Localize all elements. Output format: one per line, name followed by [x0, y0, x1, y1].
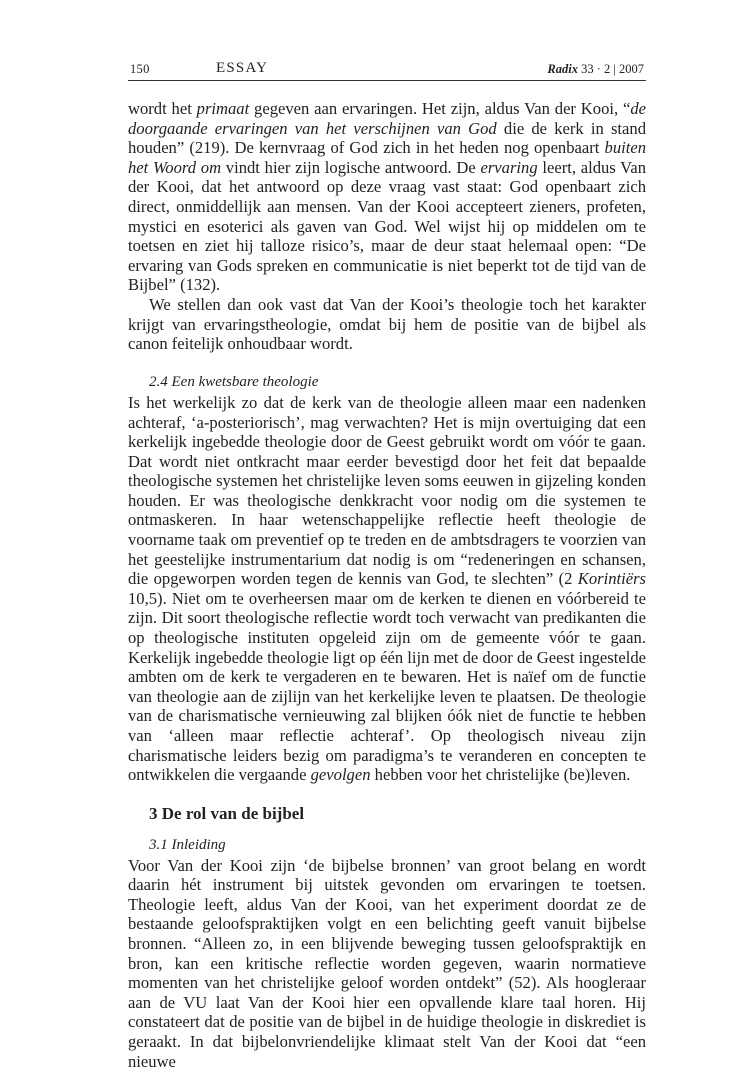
paragraph-3: Is het werkelijk zo dat de kerk van de theologie alleen maar een nadenken achteraf, ‘a-posteriorisch’, mag verwachten? Het is mijn overtuiging dat een kerkelijk ingebedde theologie door de Geest gebruikt wordt om vóór te gaan. Dat wordt niet ontkracht maar eerder bevestigd door het feit dat bepaalde theologische systemen het christelijke leven soms eeuwen in gijzeling konden houden. Er was theologische denkkracht voor nodig om die systemen te ontmaskeren. In haar wetenschappelijke reflectie heeft theologie de voorname taak om preventief op te treden en de ambtsdragers te voorzien van het geestelijke instrumentarium dat nodig is om “redeneringen en schansen, die opgeworpen worden tegen de kennis van God, te slechten” (2 Korintiërs 10,5). Niet om te overheersen maar om de kerken te dienen en vóórbereid te zijn. Dit soort theologische reflectie wordt toch verwacht van predikanten die op theologische instituten opgeleid zijn om de gemeente vóór te gaan. Kerkelijk ingebedde theologie ligt op één lijn met de door de Geest ingestelde ambten om de kerk te vergaderen en te bewaren. Het is naïef om de functie van theologie aan de zijlijn van het kerkelijke leven te plaatsen. De theologie van de charismatische vernieuwing zal blijken óók niet de functie te hebben van ‘alleen maar reflectie achteraf’. Op theologisch niveau zijn charismatische leiders bezig om paradigma’s te veranderen en concepten te ontwikkelen die vergaande gevolgen hebben voor het christelijke (be)leven.: [128, 392, 646, 785]
journal-reference: [547, 62, 644, 77]
paragraph-4: Voor Van der Kooi zijn ‘de bijbelse bronnen’ van groot belang en wordt daarin hét instrument bij uitstek gevonden om ervaringen te toetsen. Theologie leeft, aldus Van der Kooi, van het experiment doordat ze de bestaande geloofspraktijken volgt en een belichting geeft vanuit bijbelse bronnen. “Alleen zo, in een blijvende beweging tussen geloofspraktijk en bron, kan een kritische reflectie worden gegeven, waarin normatieve momenten van het christelijke geloof worden ontdekt” (52). Als hoogleraar aan de VU laat Van der Kooi hier een opvallende klare taal horen. Hij constateert dat de positie van de bijbel in de huidige theologie in diskrediet is geraakt. In dat bijbelonvriendelijke klimaat stelt Van der Kooi dat “een nieuwe: [128, 855, 646, 1071]
section-heading-3: 3 De rol van de bijbel: [149, 804, 305, 824]
body-text: [128, 99, 646, 1071]
running-header: [128, 62, 646, 81]
journal-name: Radix: [547, 62, 578, 76]
subheading-2-4: 2.4 Een kwetsbare theologie: [149, 374, 319, 391]
page-number: 150: [130, 62, 150, 76]
section-label: ESSAY: [216, 60, 269, 76]
journal-issue: 33 · 2 | 2007: [581, 62, 644, 76]
paragraph-1: wordt het primaat gegeven aan ervaringen. Het zijn, aldus Van der Kooi, “de doorgaande ervaringen van het verschijnen van God die de kerk in stand houden” (219). De kernvraag of God zich in het heden nog openbaart buiten het Woord om vindt hier zijn logische antwoord. De ervaring leert, aldus Van der Kooi, dat het antwoord op deze vraag vast staat: God openbaart zich direct, onmiddellijk aan mensen. Van der Kooi accepteert zieners, profeten, mystici en esoterici als gaven van God. Wel wijst hij op middelen om te toetsen en ziet hij talloze risico’s, maar de deur staat helemaal open: “De ervaring van Gods spreken en communicatie is niet beperkt tot de tijd van de Bijbel” (132).: [128, 99, 646, 295]
subheading-3-1: 3.1 Inleiding: [149, 836, 226, 853]
paragraph-2: We stellen dan ook vast dat Van der Kooi’s theologie toch het karakter krijgt van ervaringstheologie, omdat bij hem de positie van de bijbel als canon feitelijk onhoudbaar wordt.: [128, 294, 646, 354]
